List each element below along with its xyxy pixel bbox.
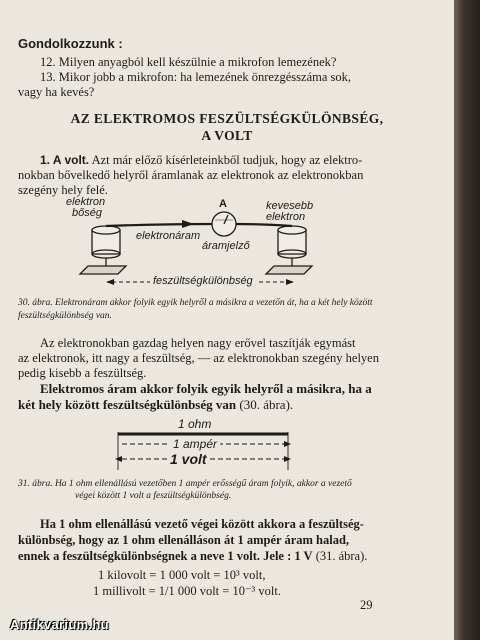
label-current-indicator: áramjelző bbox=[202, 240, 250, 252]
label-voltage-difference: feszültségkülönbség bbox=[150, 275, 256, 287]
paragraph-4-bold: ennek a feszültségkülönbségnek a neve 1 volt. Jele : 1 V bbox=[18, 549, 313, 563]
label-1-volt: 1 volt bbox=[167, 451, 210, 467]
current-arrow-head bbox=[284, 441, 291, 447]
section-title-line1: AZ ELEKTROMOS FESZÜLTSÉGKÜLÖNBSÉG, bbox=[70, 111, 384, 126]
label-electron-poor-2: elektron bbox=[266, 211, 306, 223]
label-electron-poor-1: kevesebb bbox=[266, 200, 314, 212]
equation-kilovolt: 1 kilovolt = 1 000 volt = 10³ volt, bbox=[98, 568, 266, 582]
book-spine-shadow bbox=[454, 0, 480, 640]
paragraph-3-bold: két hely között feszültségkülönbség van bbox=[18, 397, 237, 412]
question-13-line1: 13. Mikor jobb a mikrofon: ha lemezének önrezgésszáma sok, bbox=[40, 70, 352, 84]
page-number: 29 bbox=[360, 598, 373, 612]
figure-31-caption-line1: 31. ábra. Ha 1 ohm ellenállású vezetőben 1 ampér erősségű áram folyik, akkor a vezető bbox=[18, 479, 352, 489]
paragraph-4-ref: (31. ábra). bbox=[315, 549, 368, 563]
question-13-line2: vagy ha kevés? bbox=[18, 85, 95, 99]
paragraph-4-line3 bbox=[18, 549, 367, 564]
paragraph-2-line1: Az elektronokban gazdag helyen nagy erővel taszítják egymást bbox=[40, 336, 356, 350]
paragraph-1-line3: szegény hely felé. bbox=[18, 183, 108, 197]
watermark: Antikvarium.hu bbox=[10, 617, 109, 632]
question-12: 12. Milyen anyagból kell készülnie a mikrofon lemezének? bbox=[40, 55, 337, 69]
label-electron-rich-1: elektron bbox=[66, 196, 106, 208]
label-1-ohm: 1 ohm bbox=[178, 417, 212, 431]
volt-arrow-left bbox=[115, 456, 122, 462]
label-electron-flow: elektronáram bbox=[136, 230, 201, 242]
paragraph-4-line1: Ha 1 ohm ellenállású vezető végei között akkora a feszültség- bbox=[40, 517, 364, 531]
think-heading: Gondolkozzunk : bbox=[18, 36, 123, 51]
paragraph-2-line2: az elektronok, itt nagy a feszültség, — az elektronokban szegény helyen bbox=[18, 351, 379, 365]
section-title-line2: A VOLT bbox=[201, 128, 253, 143]
figure-30-caption: 30. ábra. Elektronáram akkor folyik egyik helyről a másikra a vezetőn át, ha a két hely között feszültségkülönbség van. bbox=[18, 298, 373, 321]
paragraph-2-line3: pedig kisebb a feszültség. bbox=[18, 366, 147, 380]
figure-31-caption-line2: végei között 1 volt a feszültségkülönbség. bbox=[75, 491, 232, 501]
paragraph-4-line2: különbség, hogy az 1 ohm ellenálláson át 1 ampér áram halad, bbox=[18, 533, 350, 547]
paragraph-3-ref: (30. ábra). bbox=[239, 397, 294, 412]
label-electron-rich-2: bőség bbox=[72, 207, 102, 219]
label-meter-a: A bbox=[219, 198, 227, 210]
paragraph-1-lead: 1. A volt. bbox=[40, 153, 90, 167]
label-1-ampere: 1 ampér bbox=[170, 437, 220, 451]
paragraph-3-line1: Elektromos áram akkor folyik egyik helyről a másikra, ha a bbox=[40, 381, 372, 396]
volt-arrow-right bbox=[284, 456, 291, 462]
paragraph-1-text: Azt már előző kísérleteinkből tudjuk, hogy az elektro- bbox=[91, 153, 363, 167]
equation-millivolt: 1 millivolt = 1/1 000 volt = 10⁻³ volt. bbox=[93, 584, 281, 598]
paragraph-1-line2: nokban bővelkedő helyről áramlanak az elektronok az elektronokban bbox=[18, 168, 364, 182]
